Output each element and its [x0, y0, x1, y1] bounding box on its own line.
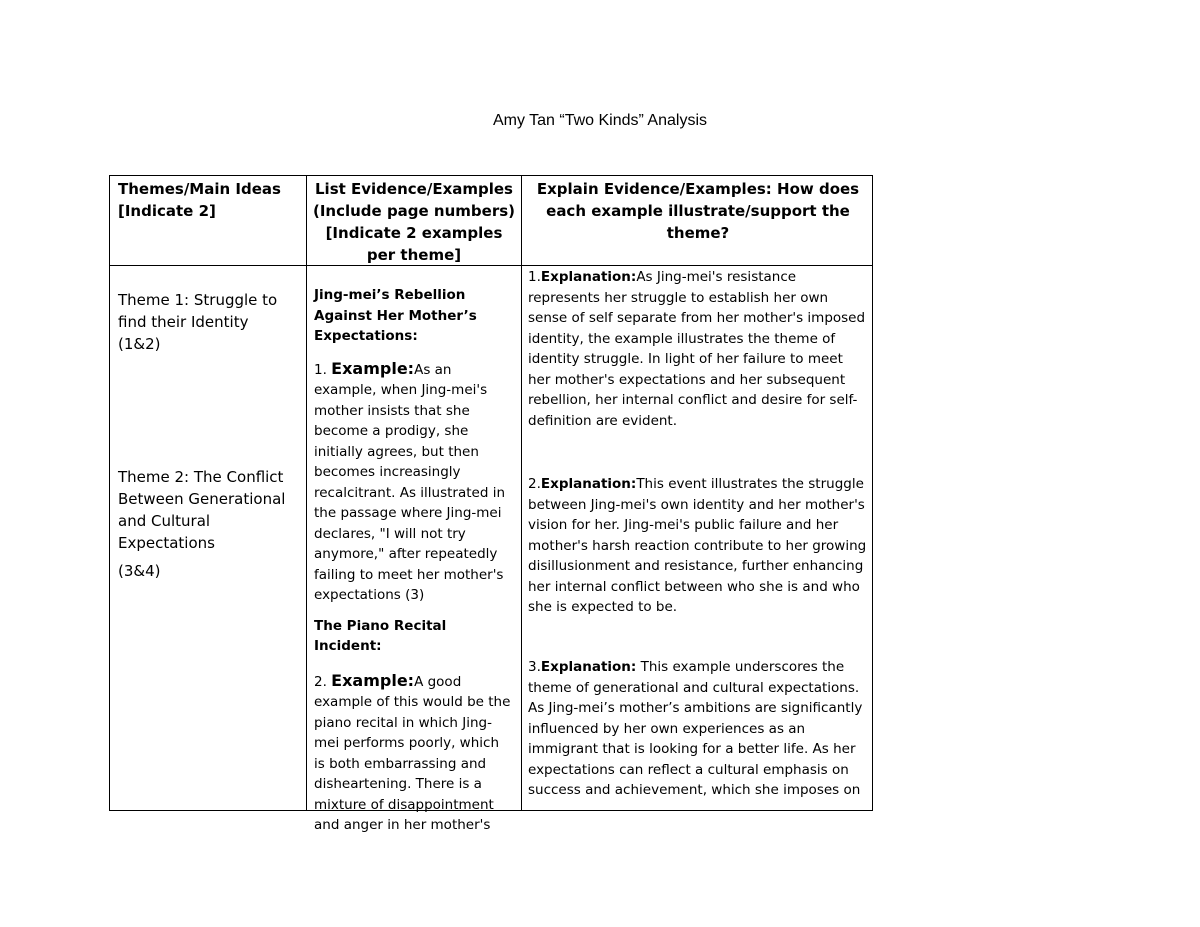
explanation-3 — [528, 657, 868, 811]
theme-2-ref: (3&4) — [118, 562, 161, 580]
theme-1-label: Theme 1: — [118, 291, 190, 309]
theme-2-cell — [118, 466, 298, 582]
example-1-text: As an example, when Jing-mei's mother insists that she become a prodigy, she initially agrees, but then becomes increasingly recalcitrant. As illustrated in the passage where Jing-mei declares, "I will not try anymore," after repeatedly failing to meet her mother's expectations (3) — [314, 361, 506, 603]
header-evidence: List Evidence/Examples (Include page numbers) [Indicate 2 examples per theme] — [312, 180, 516, 264]
theme-1-text: Struggle to find their Identity — [118, 291, 278, 331]
evidence-example-2 — [314, 671, 514, 836]
explanation-2-label: Explanation: — [540, 476, 637, 492]
evidence-example-1 — [314, 359, 514, 606]
example-2-number: 2. — [314, 673, 332, 690]
explanation-1-number: 1. — [528, 269, 541, 285]
example-1-label: Example: — [331, 358, 415, 378]
theme-1-ref: (1&2) — [118, 335, 161, 353]
theme-1-title — [118, 289, 293, 333]
example-1-number: 1. — [314, 361, 332, 378]
theme-2-title: Theme 2: The Conflict Between Generational and Cultural Expectations — [118, 468, 286, 552]
header-themes: Themes/Main Ideas [Indicate 2] — [118, 180, 281, 220]
explanation-3-label: Explanation: — [540, 659, 637, 675]
explanation-1-text: As Jing-mei's resistance represents her struggle to establish her own sense of self separate from her mother's imposed identity, the example illustrates the theme of identity struggle. In light of her failure to meet her mother's expectations and her subsequent rebellion, her internal conflict and desire for self-definition are evident. — [528, 269, 866, 429]
column-divider — [521, 176, 522, 810]
header-explanation: Explain Evidence/Examples: How does each example illustrate/support the theme? — [536, 180, 860, 242]
theme-1-cell — [118, 289, 293, 355]
example-2-text: A good example of this would be the piano recital in which Jing-mei performs poorly, which is both embarrassing and disheartening. There is a mixture of disappointment and anger in her mother's — [314, 673, 511, 833]
explanation-3-text: This example underscores the theme of generational and cultural expectations. As Jing-mei’s mother’s ambitions are significantly influenced by her own experiences as an immigrant that is looking for a better life. As her expectations can reflect a cultural emphasis on success and achievement, which she imposes on — [528, 659, 863, 798]
explanation-1 — [528, 267, 868, 431]
explanation-2-number: 2. — [528, 476, 541, 492]
explanation-2 — [528, 474, 868, 618]
explanation-1-label: Explanation: — [540, 269, 637, 285]
explanation-3-number: 3. — [528, 659, 541, 675]
document-title: Amy Tan “Two Kinds” Analysis — [492, 112, 707, 129]
evidence-heading-1: Jing-mei’s Rebellion Against Her Mother’s Expectations: — [314, 287, 477, 344]
explanation-2-text: This event illustrates the struggle between Jing-mei's own identity and her mother's vision for her. Jing-mei's public failure and her mother's harsh reaction contribute to her growing disillusionment and resistance, further enhancing her internal conflict between who she is and who she is expected to be. — [528, 476, 867, 615]
column-divider — [306, 176, 307, 810]
evidence-cell — [314, 285, 514, 833]
analysis-table — [109, 175, 873, 833]
evidence-heading-2: The Piano Recital Incident: — [314, 617, 447, 654]
example-2-label: Example: — [331, 670, 415, 690]
